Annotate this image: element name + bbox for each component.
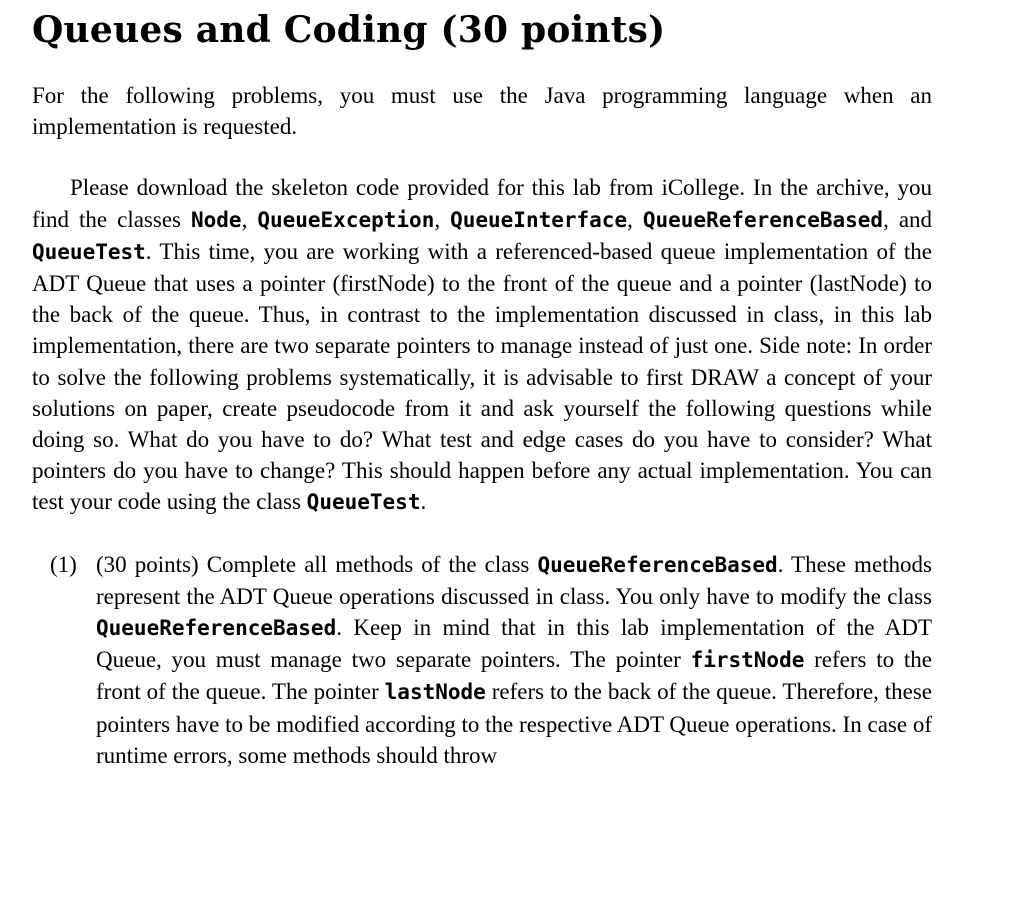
code-queueinterface: QueueInterface [450,207,628,232]
intro-paragraph: For the following problems, you must use the Java programming language when an implementation is requested. [32,83,932,140]
code-firstnode: firstNode [690,648,805,673]
text-run: , and [883,206,933,232]
text-run: , [434,206,451,232]
document-page [32,6,932,771]
code-lastnode: lastNode [384,680,486,705]
code-queueexception: QueueException [257,207,435,232]
instructions-paragraph [32,172,932,518]
text-run: refers to the front of the queue. The pointer [96,647,932,705]
text-run: , [627,206,643,232]
list-item-body [96,549,932,771]
text-run: . Keep in mind that in this lab implementation of the ADT Queue, you must manage two separate pointers. The pointer [96,615,932,673]
code-queuetest: QueueTest [32,239,146,264]
text-run: (30 points) Complete all methods of the class [96,551,538,577]
text-run: . This time, you are working with a referenced-based queue implementation of the ADT Queue that uses a pointer (firstNode) to the front of the queue and a pointer (lastNode) to the back of the queue. Thus, in contrast to the implementation discussed in class, in this lab implementation, there are two separate pointers to manage instead of just one. Side note: In order to solve the following problems systematically, it is advisable to first DRAW a concept of your solutions on paper, create pseudocode from it and ask yourself the following questions while doing so. What do you have to do? What test and edge cases do you have to consider? What pointers do you have to change? This should happen before any actual implementation. You can test your code using the class [32,238,932,515]
text-run: . These methods represent the ADT Queue operations discussed in class. You only have to modify the class [96,551,932,609]
text-run: . [420,489,427,515]
code-node: Node [191,207,242,232]
text-run: refers to the back of the queue. Therefore, these pointers have to be modified according to the respective ADT Queue operations. In case of runtime errors, some methods should throw [96,679,933,768]
list-item [32,549,932,771]
text-run: Please download the skeleton code provided for this lab from iCollege. In the archive, you find the classes [32,175,932,232]
list-item-number: (1) [50,551,77,577]
section-title: Queues and Coding (30 points) [32,9,666,51]
code-queuereferencebased: QueueReferenceBased [537,552,778,577]
code-queuetest: QueueTest [306,490,421,515]
code-queuereferencebased: QueueReferenceBased [642,207,884,232]
text-run: , [241,206,258,232]
code-queuereferencebased: QueueReferenceBased [96,616,337,641]
